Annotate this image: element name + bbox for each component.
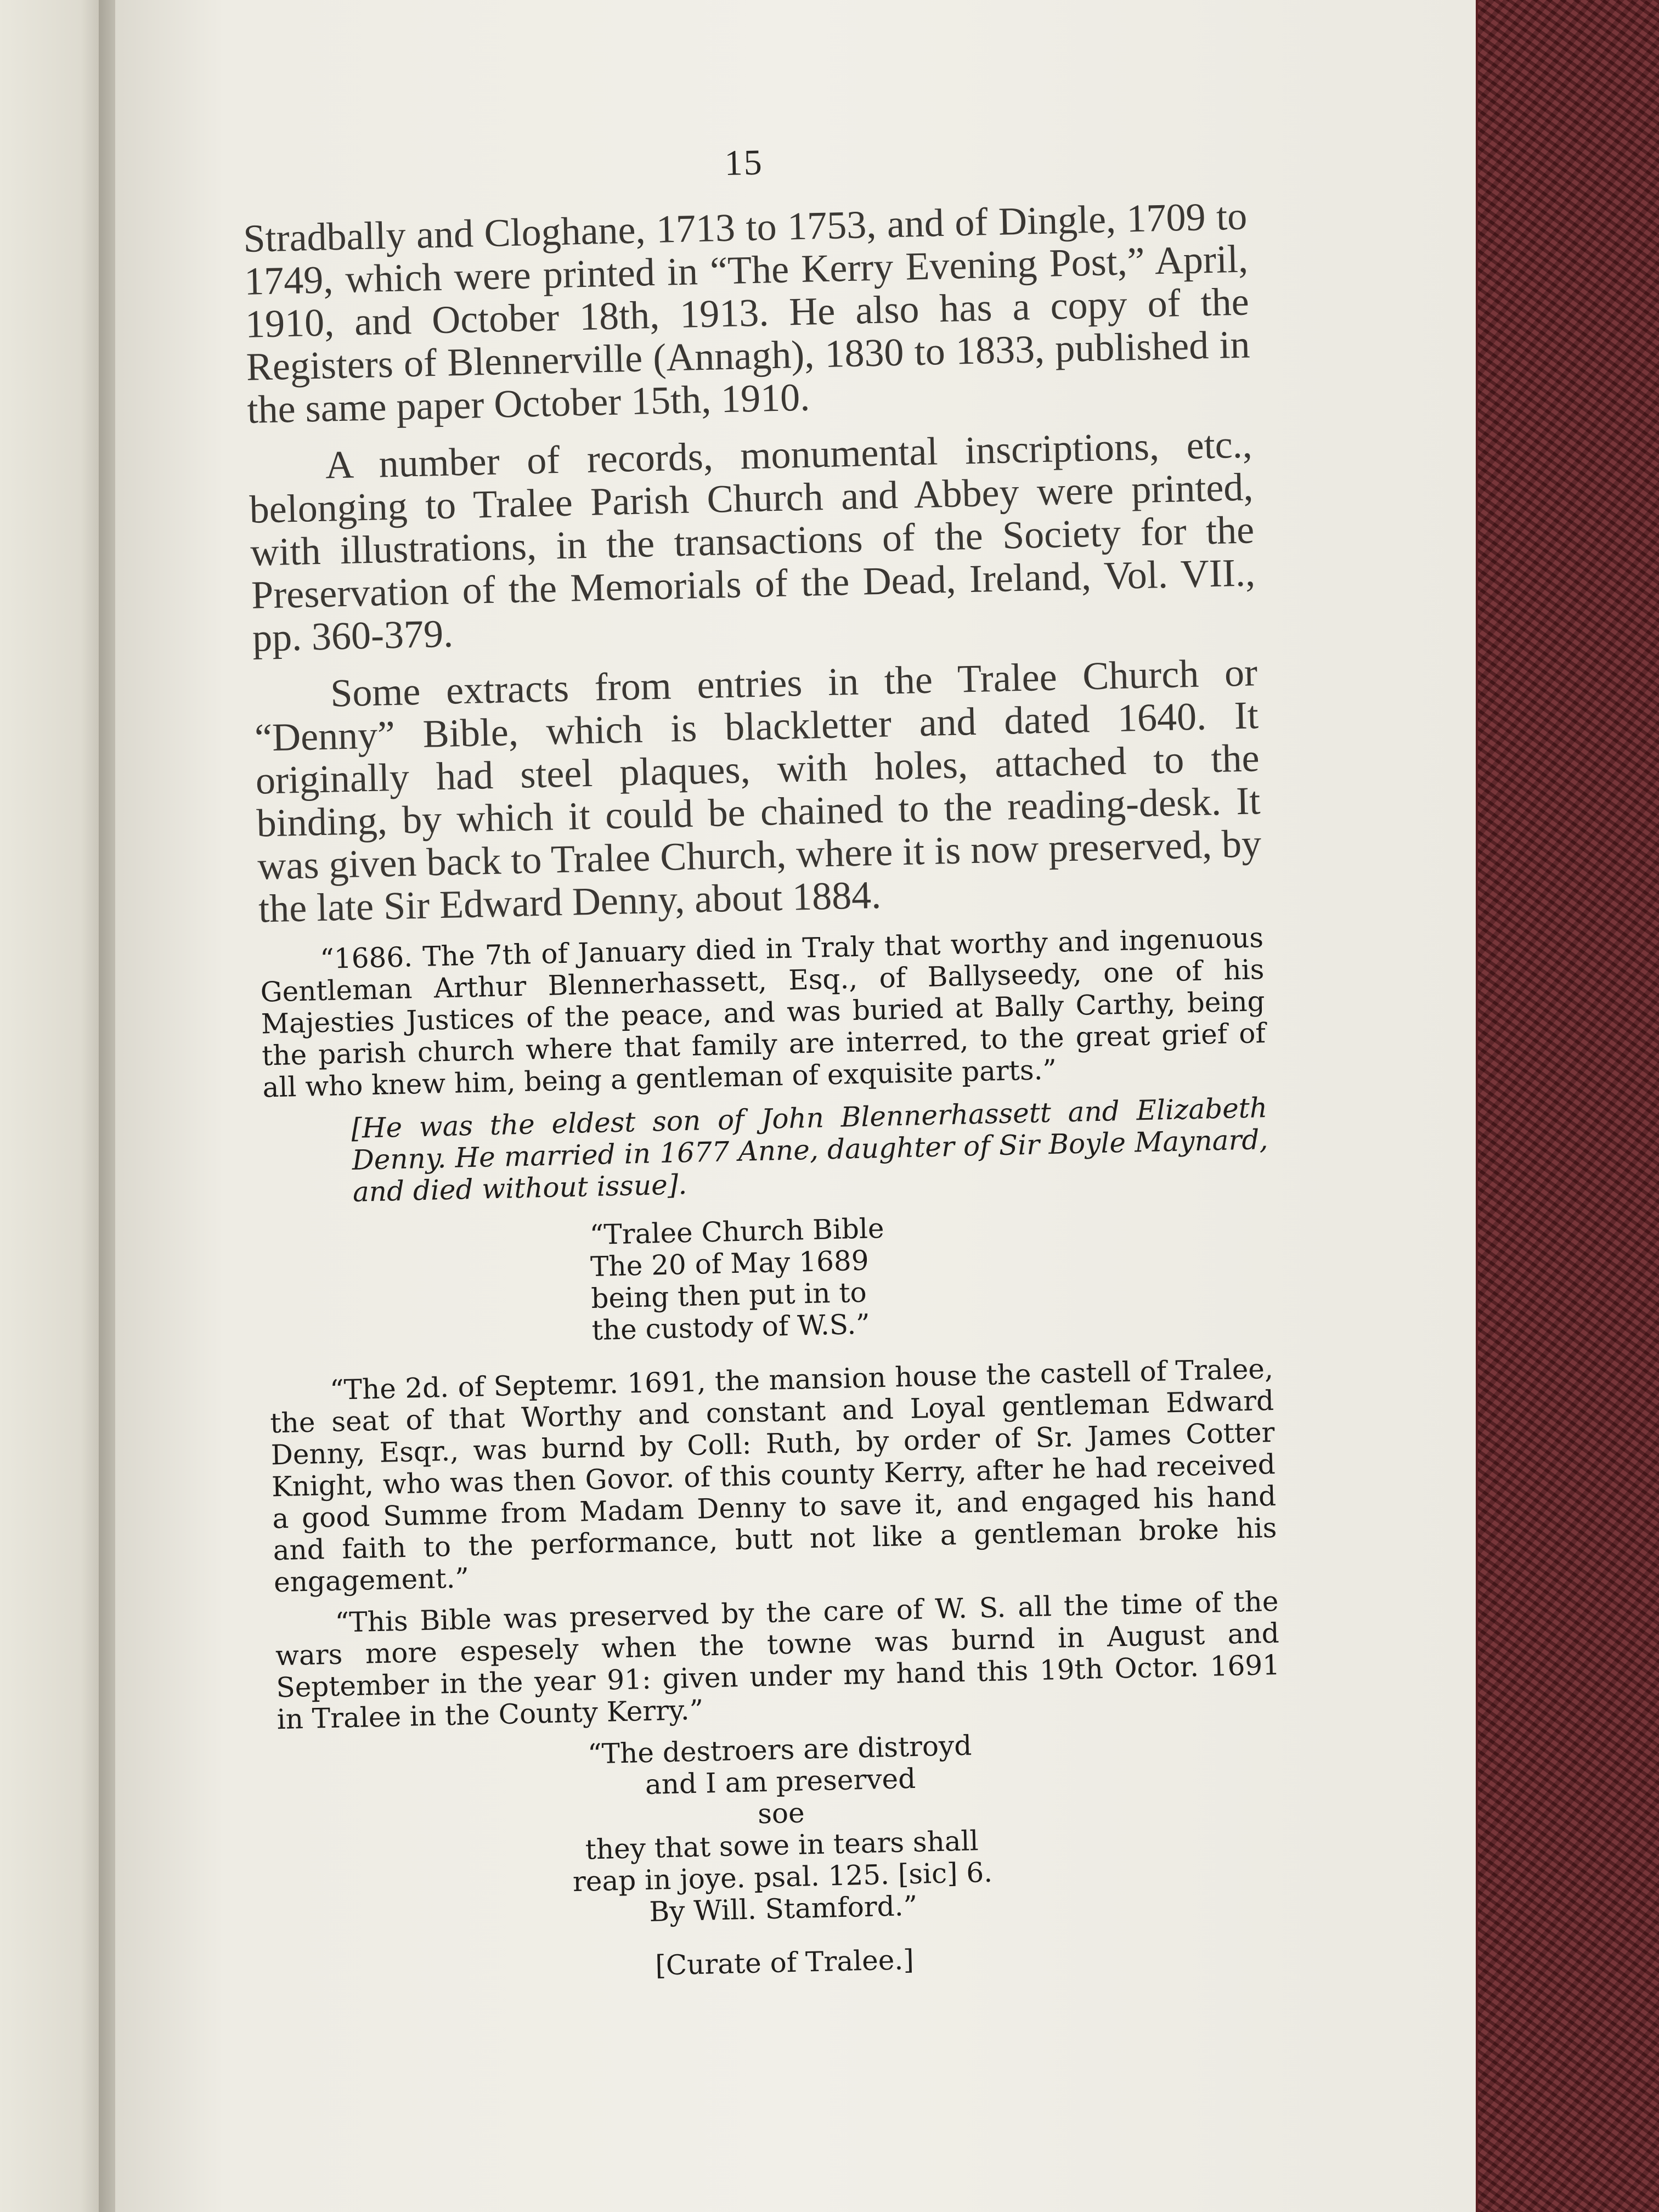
left-page <box>0 0 115 2212</box>
verse-church-bible <box>589 1204 1272 1346</box>
book-page <box>115 0 1476 2212</box>
verse-line: being then put in to <box>590 1276 867 1315</box>
verse-line: “Tralee Church Bible <box>589 1212 885 1251</box>
caption-curate: [Curate of Tralee.] <box>654 1944 915 1982</box>
note-blennerhassett: [He was the eldest son of John Blennerhassett and Elizabeth Denny. He married in 1677 Anne, daughter of Sir Boyle Maynard, and died without issue]. <box>351 1092 1268 1208</box>
paragraph-3: Some extracts from entries in the Tralee Church or “Denny” Bible, which is blackletter and dated 1640. It originally had steel plaques, with holes, attached to the binding, by which it could be chained to the reading-desk. It was given back to Tralee Church, where it is now preserved, by the late Sir Edward Denny, about 1884. <box>254 650 1262 931</box>
verse-line: The 20 of May 1689 <box>590 1244 870 1283</box>
book-cover <box>1478 0 1659 2212</box>
verse-line: the custody of W.S.” <box>591 1308 871 1347</box>
paragraph-1: Stradbally and Cloghane, 1713 to 1753, and of Dingle, 1709 to 1749, which were printed in “The Kerry Evening Post,” April, 1910, and October 18th, 1913. He also has a copy of the Registers of Blennerville (Annagh), 1830 to 1833, published in the same paper October 15th, 1910. <box>242 194 1251 432</box>
verse-stamford <box>278 1723 1285 1936</box>
page-number: 15 <box>724 142 764 184</box>
verse-line: soe <box>757 1797 805 1830</box>
page-text-block <box>241 131 1286 1990</box>
verse-line: they that sowe in tears shall <box>585 1825 979 1866</box>
quote-bible-preserved: “This Bible was preserved by the care of W. S. all the time of the wars more espesely when the towne was burnd in August and September in the year 91: given under my hand this 19th Octor. 1691 in Tralee in the County Kerry.” <box>275 1585 1280 1736</box>
verse-line: “The destroers are distroyd <box>587 1729 972 1770</box>
quote-1686: “1686. The 7th of January died in Traly that worthy and ingenuous Gentleman Arthur Blennerhassett, Esq., of Ballyseedy, one of his Majesties Justices of the peace, and was buried at Bally Carthy, being the parish church where that family are interred, to the great grief of all who knew him, being a gentleman of exquisite parts.” <box>260 922 1266 1104</box>
quote-1691-castle: “The 2d. of Septemr. 1691, the mansion house the castell of Tralee, the seat of that Worthy and constant and Loyal gentleman Edward Denny, Esqr., was burnd by Coll: Ruth, by order of Sr. James Cotter Knight, who was then Govor. of this county Kerry, after he had received a good Summe from Madam Denny to save it, and engaged his hand and faith to the performance, butt not like a gentleman broke his engagement.” <box>269 1352 1277 1599</box>
verse-line: reap in joye. psal. 125. [sic] 6. <box>572 1856 993 1898</box>
verse-line: By Will. Stamford.” <box>648 1889 918 1928</box>
verse-line: and I am preserved <box>645 1762 916 1801</box>
paragraph-2: A number of records, monumental inscriptions, etc., belonging to Tralee Parish Church and Abbey were printed, with illustrations, in the transactions of the Society for the Preservation of the Memorials of the Dead, Ireland, Vol. VII., pp. 360-379. <box>249 422 1256 660</box>
